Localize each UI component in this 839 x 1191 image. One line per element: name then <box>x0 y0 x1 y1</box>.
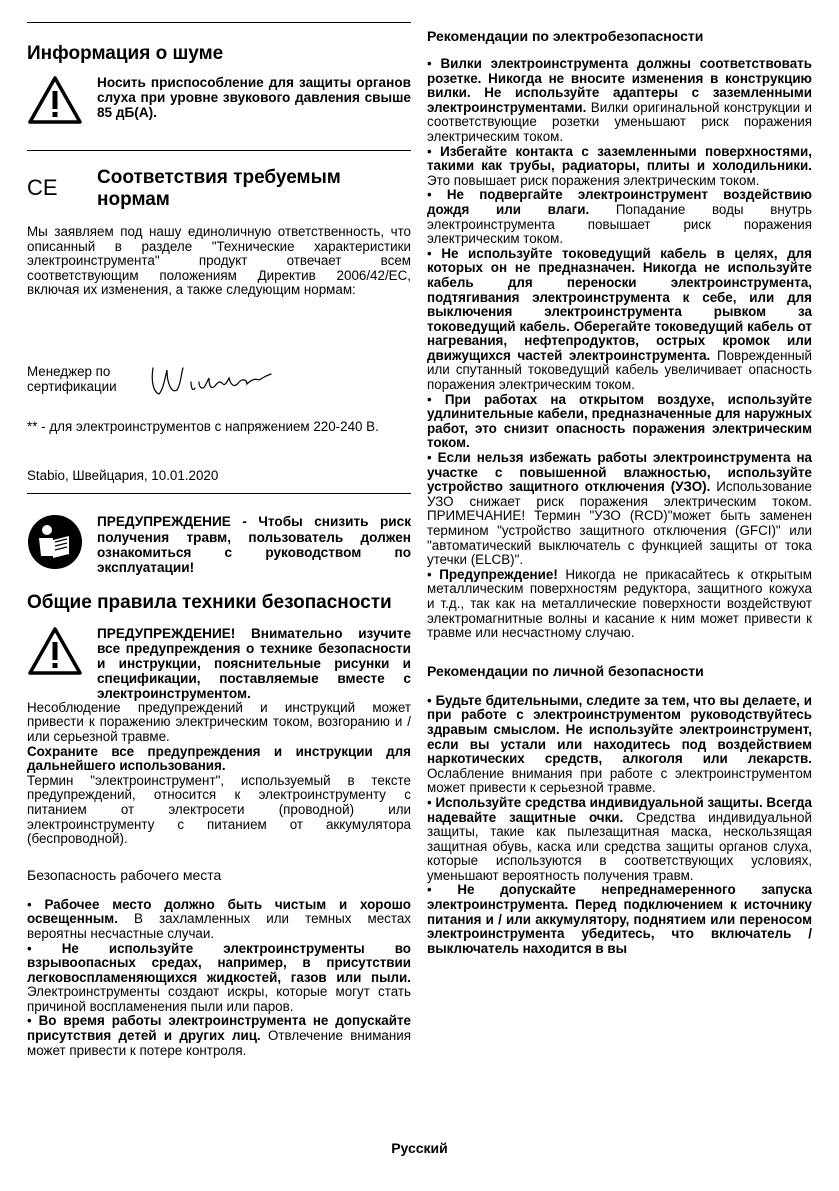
left-column <box>27 22 411 1058</box>
general-warning-bold: ПРЕДУПРЕЖДЕНИЕ! Внимательно изучите все предупреждения о технике безопасности и инструкции, пояснительные рисунки и спецификации, поставляемые вместе с электроинструментом. <box>97 625 411 701</box>
list-item: • Предупреждение! Никогда не прикасайтесь к открытым металлическим поверхностям редуктора, защитного кожуха и т.д., так как на металлические поверхности воздействуют электромагнитные волны и касание к ним может привести к травме или несчастному случаю. <box>427 566 812 641</box>
list-item: • Во время работы электроинструмента не допускайте присутствия детей и других лиц. Отвлечение внимания может привести к потере контроля. <box>27 1013 411 1058</box>
electric-safety-title: Рекомендации по электробезопасности <box>427 28 704 44</box>
list-item: • Не подвергайте электроинструмент воздействию дождя или влаги. Попадание воды внутрь электроинструмента повышает риск поражения электрическим током. <box>427 187 812 247</box>
place-date: Stabio, Швейцария, 10.01.2020 <box>27 467 219 483</box>
noise-title: Информация о шуме <box>27 43 224 64</box>
manual-warning-text: ПРЕДУПРЕЖДЕНИЕ - Чтобы снизить риск получения травм, пользователь должен ознакомиться с руководством по эксплуатации! <box>97 514 411 576</box>
conformity-title: Соответствия требуемым нормам <box>97 167 341 210</box>
manager-signature-row <box>27 360 411 400</box>
read-manual-icon <box>27 514 97 575</box>
conformity-header <box>27 167 411 211</box>
warning-triangle-icon <box>27 626 97 681</box>
list-item: • Не допускайте непреднамеренного запуска электроинструмента. Перед подключением к источнику питания и / или аккумулятору, поднятием или переносом электроинструмента убедитесь, что включатель / выключатель находится в вы <box>427 882 812 956</box>
divider <box>27 22 411 23</box>
conformity-text: Мы заявляем под нашу единоличную ответственность, что описанный в разделе "Технические характеристики электроинструмента" продукт отвечает всем соответствующим положениям Директив 2006/42/EC, включая их изменения, а также следующим нормам: <box>27 224 411 298</box>
list-item: • Избегайте контакта с заземленными поверхностями, такими как трубы, радиаторы, плиты и холодильники. Это повышает риск поражения электрическим током. <box>427 143 812 188</box>
workplace-title: Безопасность рабочего места <box>27 866 222 883</box>
workplace-list <box>27 898 411 1059</box>
list-item: • Не используйте электроинструменты во взрывоопасных средах, например, в присутствии легковоспламеняющихся жидкостей, газов или пыли. Электроинструменты создают искры, которые могут стать причиной воспламенения пыли или паров. <box>27 940 411 1014</box>
general-warning-text: Несоблюдение предупреждений и инструкций может привести к поражению электрическим током, возгоранию и / или серьезной травме. <box>27 699 411 744</box>
noise-text: Носить приспособление для защиты органов слуха при уровне звукового давления свыше 85 дБ(А). <box>97 75 411 120</box>
general-warning <box>27 626 411 701</box>
list-item: • Если нельзя избежать работы электроинструмента на участке с повышенной влажностью, используйте устройство защитного отключения (УЗО). Использование УЗО снижает риск поражения электрическим током. ПРИМЕЧАНИЕ! Термин "УЗО (RCD)"может быть заменен термином "устройство защитного отключения (GFCI)" или "автоматический выключатель с функцией защиты от тока утечки (ELCB)". <box>427 450 812 568</box>
term-definition: Термин "электроинструмент", используемый в тексте предупреждений, относится к электроинструменту с питанием от электросети (проводной) или электроинструменту с питанием от аккумулятора (беспроводной). <box>27 772 411 847</box>
page-footer-language: Русский <box>391 1140 448 1156</box>
list-item: • Не используйте токоведущий кабель в целях, для которых он не предназначен. Никогда не используйте кабель для переноски электроинструмента, подтягивания электроинструмента к себе, или для выключения электроинструмента рывком за токоведущий кабель. Оберегайте токоведущий кабель от нагревания, нефтепродуктов, острых кромок или движущихся частей электроинструмента. Поврежденный или спутанный токоведущий кабель увеличивает опасность поражения электрическим током. <box>427 245 812 393</box>
manager-label: Менеджер по сертификации <box>27 364 117 394</box>
keep-instructions: Сохраните все предупреждения и инструкции для дальнейшего использования. <box>27 743 411 774</box>
divider <box>27 493 411 494</box>
right-column <box>427 28 812 956</box>
personal-safety-title: Рекомендации по личной безопасности <box>427 662 704 679</box>
list-item: • Рабочее место должно быть чистым и хорошо освещенным. В захламленных или темных местах вероятны несчастные случаи. <box>27 896 411 941</box>
manual-warning <box>27 514 411 576</box>
divider <box>27 150 411 151</box>
signature-icon <box>147 360 277 400</box>
list-item: • Вилки электроинструмента должны соответствовать розетке. Никогда не вносите изменения в конструкцию вилки. Не используйте адаптеры с заземленными электроинструментами. Вилки оригинальной конструкции и соответствующие розетки уменьшают риск поражения электрическим током. <box>427 56 812 144</box>
list-item: • Используйте средства индивидуальной защиты. Всегда надевайте защитные очки. Средства индивидуальной защиты, такие как пылезащитная маска, нескользящая защитная обувь, каска или средства защиты органов слуха, которые используются в соответствующих условиях, уменьшают вероятность получения травм. <box>427 794 812 883</box>
general-safety-title: Общие правила техники безопасности <box>27 591 392 613</box>
noise-warning <box>27 75 411 130</box>
list-item: • Будьте бдительными, следите за тем, что вы делаете, и при работе с электроинструментом руководствуйтесь здравым смыслом. Не используйте электроинструмент, если вы устали или находитесь под воздействием наркотических средств, алкоголя или лекарств. Ослабление внимания при работе с электроинструментом может привести к серьезной травме. <box>427 692 812 796</box>
voltage-footnote: ** - для электроинструментов с напряжением 220-240 В. <box>27 418 379 434</box>
personal-list <box>427 694 812 957</box>
list-item: • При работах на открытом воздухе, используйте удлинительные кабели, предназначенные для наружных работ, это снизит опасность поражения электрическим током. <box>427 391 812 451</box>
ce-mark-icon: CE <box>27 175 58 200</box>
warning-triangle-icon <box>27 75 97 130</box>
electric-list <box>427 57 812 641</box>
